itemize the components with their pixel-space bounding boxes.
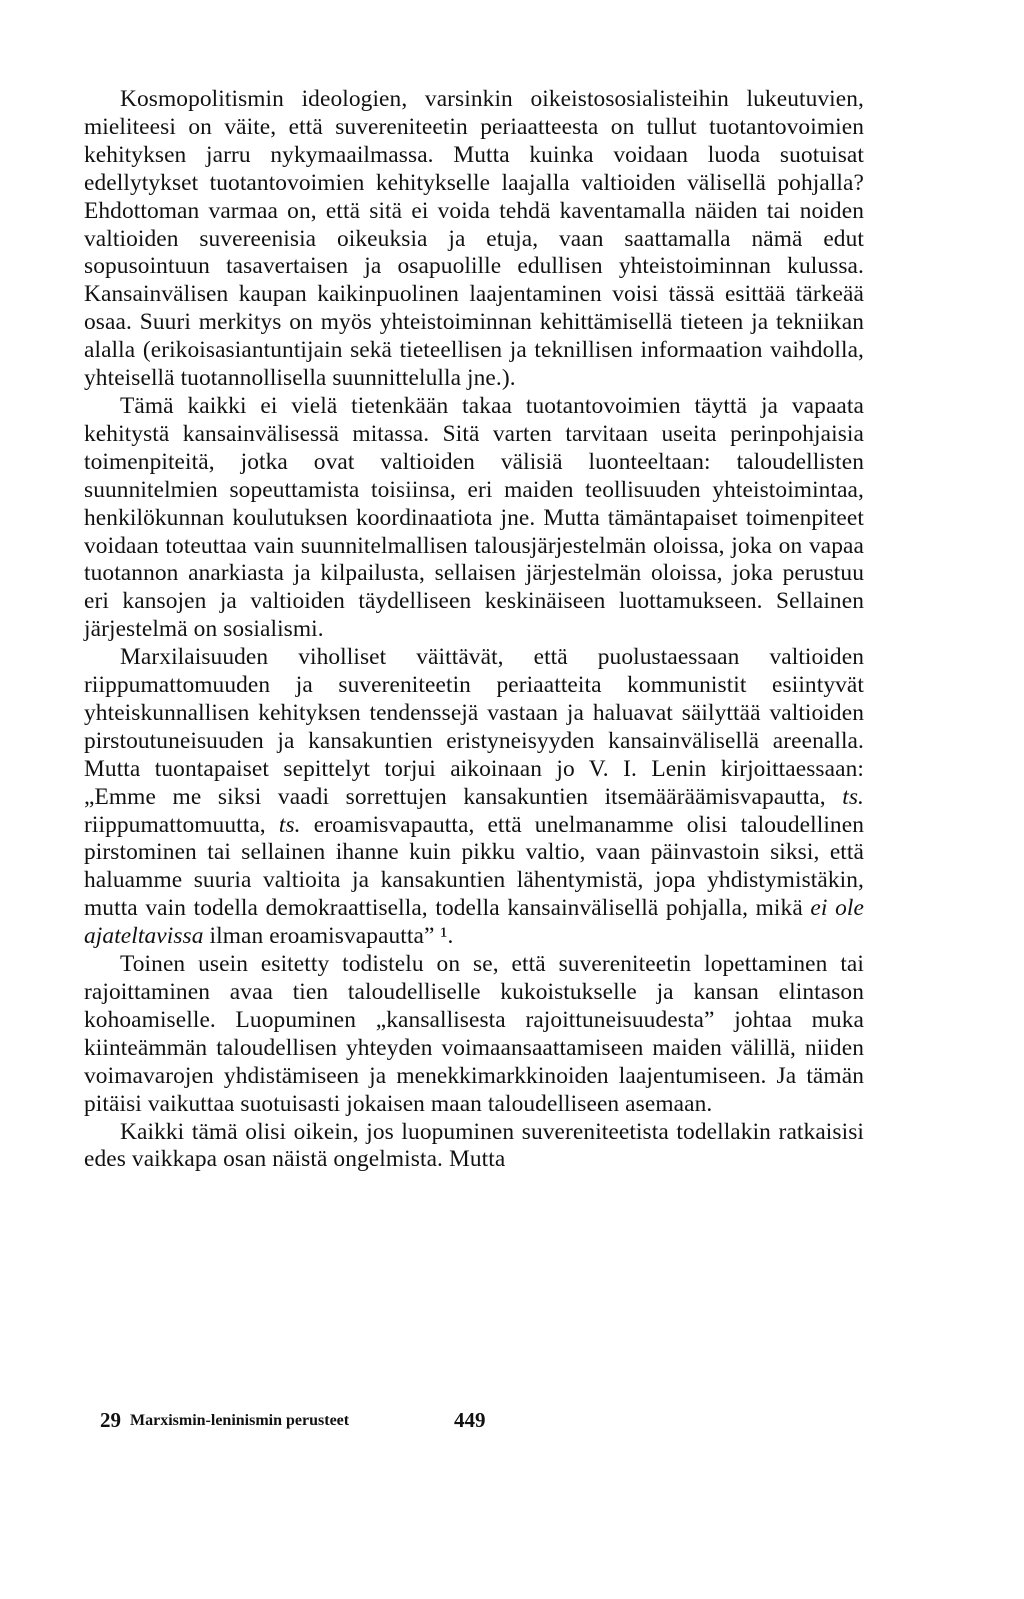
signature-number: 29 xyxy=(100,1408,121,1432)
paragraph-3-italic-3: ei ole ajateltavissa xyxy=(84,895,864,950)
paragraph-3-part-3: eroamisvapautta, että unelmanamme olisi taloudellinen pirstominen tai sellainen ihanne kuin pikku valtio, vaan päinvastoin siksi, että haluamme suuria valtioita ja kansakuntien lähentymistä, jopa yhdistymistäkin, mutta vain todella demokraattisella, todella kansainvälisellä pohjalla, mikä xyxy=(84,811,865,922)
paragraph-3 xyxy=(84,644,864,951)
paragraph-3-part-4: ilman eroamisvapautta” ¹. xyxy=(203,923,454,950)
paragraph-3-part-1: Marxilaisuuden viholliset väittävät, että puolustaessaan valtioiden riippumattomuuden ja suvereniteetin periaatteita kommunistit esiintyvät yhteiskunnallisen kehityksen tendenssejä vastaan ja haluavat säilyttää valtioiden pirstoutuneisuuden ja kansakuntien eristyneisyyden kansainvälisellä areenalla. Mutta tuontapaiset sepittelyt torjui aikoinaan jo V. I. Lenin kirjoittaessaan: „Emme me siksi vaadi sorrettujen kansakuntien itsemääräämisvapautta, xyxy=(84,644,864,810)
page-footer xyxy=(100,1408,520,1438)
paragraph-3-italic-2: ts. xyxy=(278,811,301,838)
paragraph-1: Kosmopolitismin ideologien, varsinkin oikeistososialisteihin lukeutuvien, mieliteesi on väite, että suvereniteetin periaatteesta on tullut tuotantovoimien kehityksen jarru nykymaailmassa. Mutta kuinka voidaan luoda suotuisat edellytykset tuotantovoimien kehitykselle laajalla valtioiden välisellä pohjalla? Ehdottoman varmaa on, että sitä ei voida tehdä kaventamalla näiden tai noiden valtioiden suvereenisia oikeuksia ja etuja, vaan saattamalla nämä edut sopusointuun tasavertaisen ja osapuolille edullisen yhteistoiminnan kulussa. Kansainvälisen kaupan kaikinpuolinen laajentaminen voisi tässä esittää tärkeää osaa. Suuri merkitys on myös yhteistoiminnan kehittämisellä tieteen ja tekniikan alalla (erikoisasiantuntijain sekä tieteellisen ja teknillisen informaation vaihdolla, yhteisellä tuotannollisella suunnittelulla jne.). xyxy=(84,86,864,392)
paragraph-4: Toinen usein esitetty todistelu on se, että suvereniteetin lopettaminen tai rajoittaminen avaa tien taloudelliselle kukoistukselle ja kansan elintason kohoamiselle. Luopuminen „kansallisesta rajoittuneisuudesta” johtaa muka kiinteämmän taloudellisen yhteyden voimaansaattamiseen maiden välillä, niiden voimavarojen yhdistämiseen ja menekkimarkkinoiden laajentumiseen. Ja tämän pitäisi vaikuttaa suotuisasti jokaisen maan taloudelliseen asemaan. xyxy=(84,951,864,1117)
paragraph-3-part-2: riippumattomuutta, xyxy=(84,811,279,838)
paragraph-3-italic-1: ts. xyxy=(842,783,864,810)
book-title: Marxismin-leninismin perusteet xyxy=(130,1412,350,1429)
paragraph-2: Tämä kaikki ei vielä tietenkään takaa tuotantovoimien täyttä ja vapaata kehitystä kansainvälisessä mitassa. Sitä varten tarvitaan useita perinpohjaisia toimenpiteitä, jotka ovat valtioiden välisiä luonteeltaan: taloudellisten suunnitelmien sopeuttamista toisiinsa, eri maiden teollisuuden yhteistoimintaa, henkilökunnan koulutuksen koordinaatiota jne. Mutta tämäntapaiset toimenpiteet voidaan toteuttaa vain suunnitelmallisen talousjärjestelmän oloissa, joka on vapaa tuotannon anarkiasta ja kilpailusta, sellaisen järjestelmän oloissa, joka perustuu eri kansojen ja valtioiden täydelliseen keskinäiseen luottamukseen. Sellainen järjestelmä on sosialismi. xyxy=(84,392,864,643)
page-number: 449 xyxy=(454,1408,486,1432)
page-body xyxy=(84,86,864,1174)
paragraph-5: Kaikki tämä olisi oikein, jos luopuminen suvereniteetista todellakin ratkaisisi edes vaikkapa osan näistä ongelmista. Mutta xyxy=(84,1118,864,1173)
